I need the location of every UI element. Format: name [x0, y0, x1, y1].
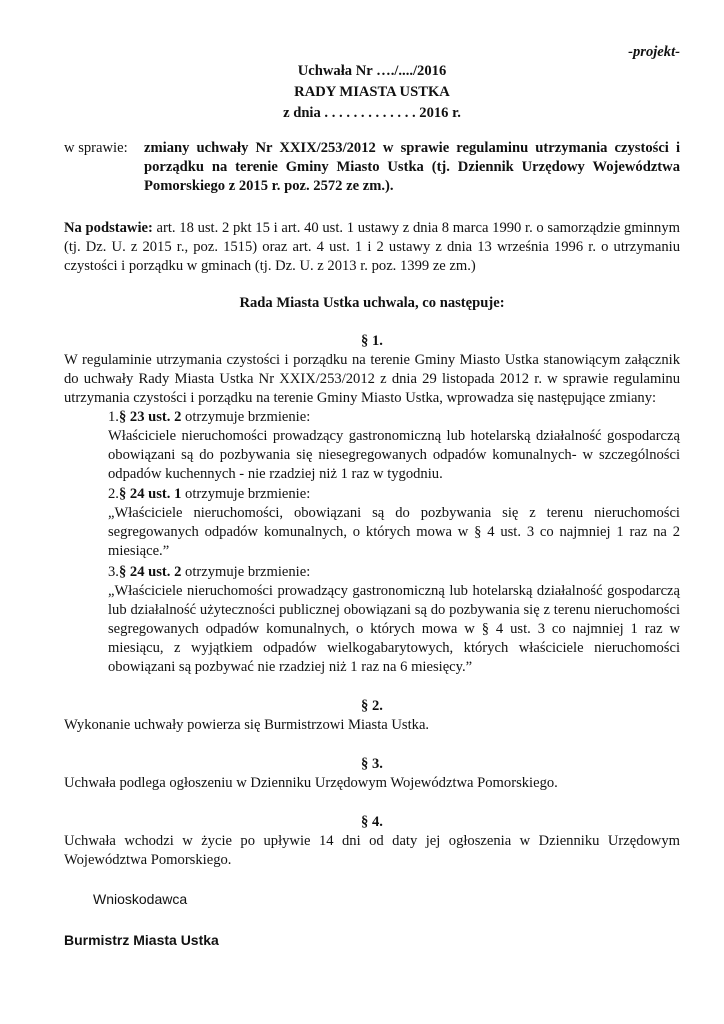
section-1-heading: § 1. [361, 333, 383, 349]
section-4-text: Uchwała wchodzi w życie po upływie 14 dni od daty jej ogłoszenia w Dzienniku Urzędowym Województwa Pomorskiego. [64, 833, 680, 868]
amendment-2-suffix: otrzymuje brzmienie: [181, 486, 311, 502]
amendment-2-heading [108, 485, 310, 504]
document-page [64, 0, 680, 1024]
resolution-number: Uchwała Nr …./..../2016 [297, 63, 447, 79]
amendment-2-ref: § 24 ust. 1 [118, 486, 182, 502]
amendment-3-text: „Właściciele nieruchomości prowadzący gastronomiczną lub hotelarską działalność gospodarczą lub działalność użyteczności publicznej obowiązani są do pozbywania się z terenu nieruchomości segregowanych odpadów komunalnych, o których mowa w § 4 ust. 3 co najmniej 1 raz w miesiącu, z wyjątkiem odpadów wielkogabarytowych, których właściciele nieruchomości obowiązani są pozbywać nie rzadziej niż 1 raz na 6 miesięcy.” [108, 583, 680, 675]
legal-basis-label: Na podstawie: [64, 220, 153, 236]
section-1-intro: W regulaminie utrzymania czystości i porządku na terenie Gminy Miasto Ustka stanowiącym załącznik do uchwały Rady Miasta Ustka Nr XXIX/253/2012 z dnia 29 listopada 2012 r. w sprawie regulaminu utrzymania czystości i porządku na terenie Gminy Miasto Ustka, wprowadza się następujące zmiany: [64, 352, 680, 406]
applicant-name: Burmistrz Miasta Ustka [64, 932, 219, 948]
subject-label: w sprawie: [64, 140, 128, 156]
amendment-1-suffix: otrzymuje brzmienie: [181, 409, 311, 425]
amendment-3-suffix: otrzymuje brzmienie: [181, 564, 311, 580]
amendment-1-number: 1. [108, 409, 119, 425]
draft-marker: -projekt- [628, 44, 680, 60]
amendment-1-heading [108, 408, 310, 427]
section-2-text: Wykonanie uchwały powierza się Burmistrzowi Miasta Ustka. [64, 717, 430, 733]
section-3-heading: § 3. [361, 756, 383, 772]
amendment-3-number: 3. [108, 564, 119, 580]
resolves-statement: Rada Miasta Ustka uchwala, co następuje: [239, 295, 505, 311]
section-2-heading: § 2. [361, 698, 383, 714]
amendment-3-ref: § 24 ust. 2 [118, 564, 182, 580]
applicant-label: Wnioskodawca [93, 891, 188, 907]
resolution-date: z dnia . . . . . . . . . . . . . 2016 r. [283, 105, 461, 121]
amendment-1-text: Właściciele nieruchomości prowadzący gastronomiczną lub hotelarską działalność gospodarczą obowiązani są do pozbywania się niesegregowanych odpadów komunalnych- w szczególności odpadów kuchennych - nie rzadziej niż 1 raz w tygodniu. [108, 428, 680, 482]
council-name: RADY MIASTA USTKA [294, 84, 450, 100]
section-4-heading: § 4. [361, 814, 383, 830]
amendment-2-text: „Właściciele nieruchomości, obowiązani są do pozbywania się z terenu nieruchomości segregowanych odpadów komunalnych, o których mowa w § 4 ust. 3 co najmniej 1 raz na 2 miesiące.” [108, 505, 680, 559]
amendment-1-ref: § 23 ust. 2 [118, 409, 182, 425]
amendment-3-heading [108, 563, 310, 582]
amendment-2-number: 2. [108, 486, 119, 502]
legal-basis-text: art. 18 ust. 2 pkt 15 i art. 40 ust. 1 ustawy z dnia 8 marca 1990 r. o samorządzie gminnym (tj. Dz. U. z 2015 r., poz. 1515) oraz art. 4 ust. 1 i 2 ustawy z dnia 13 września 1996 r. o utrzymaniu czystości i porządku w gminach (tj. Dz. U. z 2013 r. poz. 1399 ze zm.) [64, 220, 680, 274]
section-3-text: Uchwała podlega ogłoszeniu w Dzienniku Urzędowym Województwa Pomorskiego. [64, 775, 558, 791]
subject-text: zmiany uchwały Nr XXIX/253/2012 w sprawie regulaminu utrzymania czystości i porządku na terenie Gminy Miasto Ustka (tj. Dziennik Urzędowy Województwa Pomorskiego z 2015 r. poz. 2572 ze zm.). [144, 140, 680, 194]
legal-basis [64, 219, 680, 276]
